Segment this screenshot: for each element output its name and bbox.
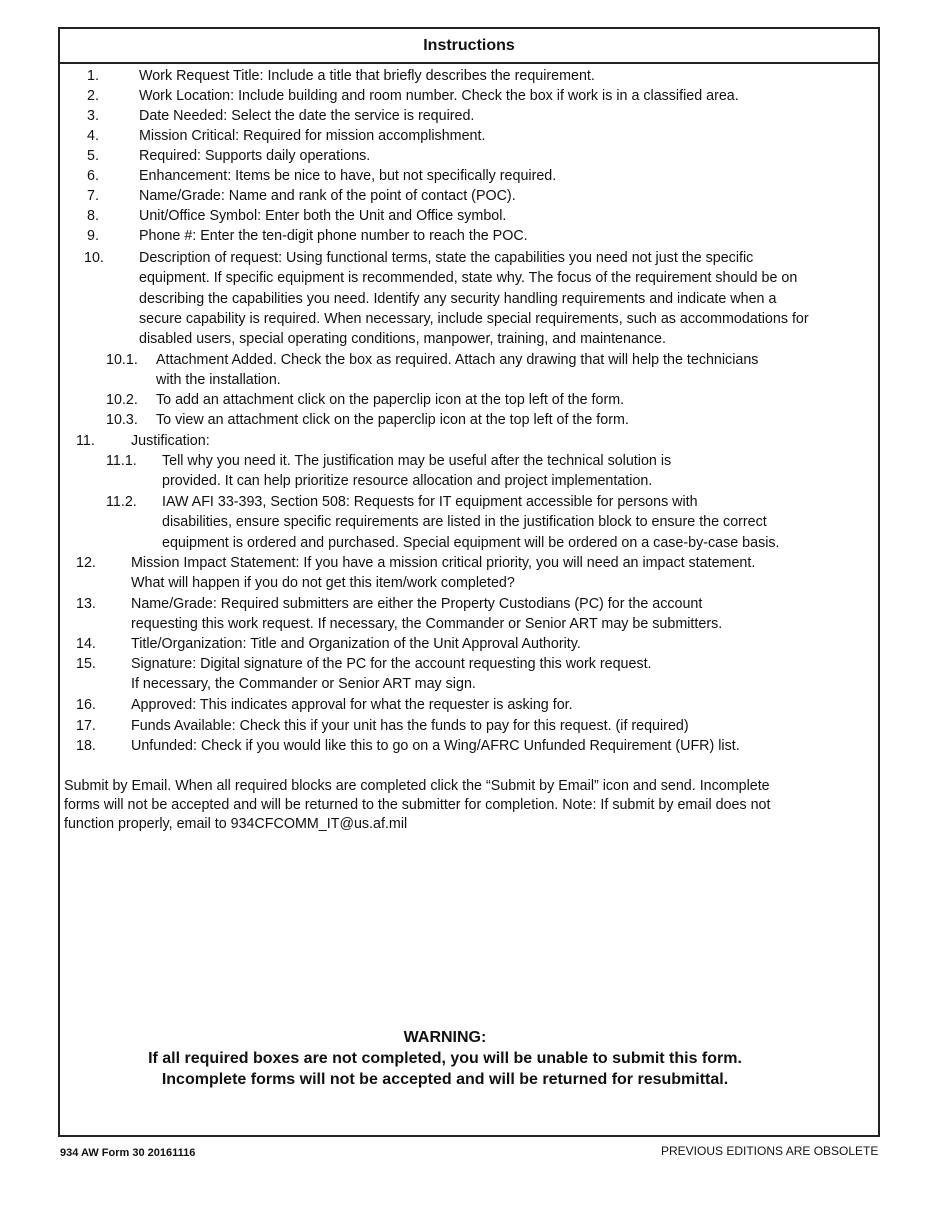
- instruction-number: 13.: [76, 596, 96, 612]
- instructions-title: Instructions: [60, 29, 878, 64]
- instruction-text: Signature: Digital signature of the PC for the account requesting this work request.: [131, 656, 652, 672]
- instruction-text: IAW AFI 33-393, Section 508: Requests for IT equipment accessible for persons with: [162, 494, 698, 510]
- warning-title: WARNING:: [403, 1029, 487, 1046]
- instruction-text: Required: Supports daily operations.: [139, 148, 371, 164]
- instruction-text: To add an attachment click on the paperclip icon at the top left of the form.: [156, 392, 625, 408]
- instruction-text: What will happen if you do not get this item/work completed?: [131, 575, 515, 592]
- instruction-number: 7.: [87, 188, 99, 204]
- instruction-text: Work Location: Include building and room number. Check the box if work is in a classified area.: [139, 88, 739, 104]
- instruction-text: Description of request: Using functional terms, state the capabilities you need not just the specific: [139, 250, 754, 266]
- instruction-number: 11.: [76, 433, 95, 449]
- instruction-text: Title/Organization: Title and Organization of the Unit Approval Authority.: [131, 636, 581, 652]
- instruction-text: Unit/Office Symbol: Enter both the Unit and Office symbol.: [139, 208, 507, 224]
- instruction-number: 3.: [87, 108, 99, 124]
- instruction-number: 10.3.: [106, 412, 138, 428]
- instruction-text: Work Request Title: Include a title that briefly describes the requirement.: [139, 68, 595, 84]
- instruction-text: Phone #: Enter the ten-digit phone number to reach the POC.: [139, 228, 528, 244]
- instruction-text: Approved: This indicates approval for what the requester is asking for.: [131, 697, 573, 713]
- instruction-text: To view an attachment click on the paperclip icon at the top left of the form.: [156, 412, 629, 428]
- instruction-number: 12.: [76, 555, 96, 571]
- submit-note: [64, 777, 884, 834]
- form-identifier: 934 AW Form 30 20161116: [60, 1147, 196, 1159]
- instruction-text: requesting this work request. If necessary, the Commander or Senior ART may be submitters.: [131, 616, 723, 633]
- instruction-number: 5.: [87, 148, 99, 164]
- instruction-number: 16.: [76, 697, 96, 713]
- instruction-text: with the installation.: [156, 372, 281, 389]
- instruction-text: Justification:: [131, 433, 210, 449]
- instruction-number: 18.: [76, 738, 96, 754]
- submit-note-line: function properly, email to 934CFCOMM_IT@us.af.mil: [64, 816, 408, 832]
- instruction-text: disabilities, ensure specific requirements are listed in the justification block to ensure the correct: [162, 514, 767, 531]
- instruction-text: Date Needed: Select the date the service is required.: [139, 108, 475, 124]
- warning-line: Incomplete forms will not be accepted and will be returned for resubmittal.: [161, 1071, 729, 1088]
- instruction-number: 10.: [84, 250, 104, 266]
- submit-note-line: Submit by Email. When all required blocks are completed click the “Submit by Email” icon and send. Incomplete: [64, 778, 770, 794]
- instruction-number: 1.: [87, 68, 99, 84]
- instruction-number: 11.2.: [106, 494, 137, 510]
- instruction-text: disabled users, special operating conditions, manpower, training, and maintenance.: [139, 331, 666, 348]
- instruction-number: 14.: [76, 636, 96, 652]
- warning-block: [60, 1028, 830, 1090]
- instruction-number: 10.1.: [106, 352, 138, 368]
- instruction-number: 8.: [87, 208, 99, 224]
- instruction-number: 9.: [87, 228, 99, 244]
- instruction-text: Attachment Added. Check the box as required. Attach any drawing that will help the technicians: [156, 352, 759, 368]
- instruction-number: 10.2.: [106, 392, 138, 408]
- instruction-number: 6.: [87, 168, 99, 184]
- instruction-text: Mission Impact Statement: If you have a mission critical priority, you will need an impact statement.: [131, 555, 756, 571]
- instruction-text: equipment is ordered and purchased. Special equipment will be ordered on a case-by-case basis.: [162, 534, 780, 551]
- instruction-number: 4.: [87, 128, 99, 144]
- instruction-text: Mission Critical: Required for mission accomplishment.: [139, 128, 486, 144]
- submit-note-line: forms will not be accepted and will be returned to the submitter for completion. Note: If submit by email does not: [64, 797, 771, 813]
- obsolete-notice: PREVIOUS EDITIONS ARE OBSOLETE: [661, 1144, 879, 1158]
- instruction-text: Name/Grade: Name and rank of the point of contact (POC).: [139, 188, 516, 204]
- instruction-text: Name/Grade: Required submitters are either the Property Custodians (PC) for the account: [131, 596, 703, 612]
- instruction-text: Enhancement: Items be nice to have, but not specifically required.: [139, 168, 557, 184]
- instruction-number: 11.1.: [106, 453, 137, 469]
- instruction-number: 2.: [87, 88, 99, 104]
- instruction-text: If necessary, the Commander or Senior ART may sign.: [131, 676, 476, 693]
- instruction-text: Unfunded: Check if you would like this to go on a Wing/AFRC Unfunded Requirement (UFR) list.: [131, 738, 740, 754]
- warning-line: If all required boxes are not completed, you will be unable to submit this form.: [148, 1050, 742, 1067]
- instruction-text: Funds Available: Check this if your unit has the funds to pay for this request. (if required): [131, 718, 689, 734]
- instruction-text: Tell why you need it. The justification may be useful after the technical solution is: [162, 453, 672, 469]
- instruction-number: 15.: [76, 656, 96, 672]
- instruction-text: provided. It can help prioritize resource allocation and project implementation.: [162, 473, 653, 490]
- instruction-number: 17.: [76, 718, 96, 734]
- instruction-text: secure capability is required. When necessary, include special requirements, such as accommodations for: [139, 310, 809, 327]
- instruction-text: describing the capabilities you need. Identify any security handling requirements and indicate when a: [139, 290, 777, 307]
- instruction-text: equipment. If specific equipment is recommended, state why. The focus of the requirement should be on: [139, 270, 798, 287]
